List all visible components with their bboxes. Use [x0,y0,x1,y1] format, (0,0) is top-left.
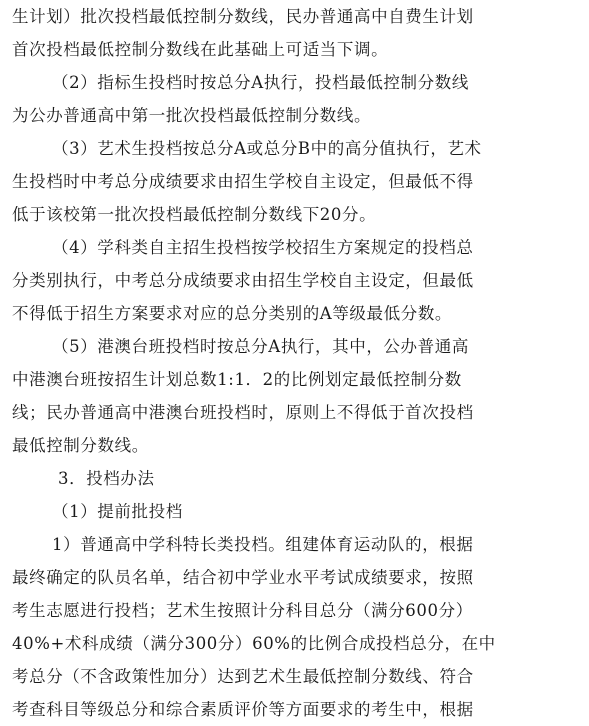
text-line-8: （4）学科类自主招生投档按学校招生方案规定的投档总 [52,238,474,257]
text-line-21: 考总分（不含政策性加分）达到艺术生最低控制分数线、符合 [12,667,474,686]
text-line-10: 不得低于招生方案要求对应的总分类别的A等级最低分数。 [12,304,453,323]
text-line-11: （5）港澳台班投档时按总分A执行，其中，公办普通高 [52,337,469,356]
text-line-6: 生投档时中考总分成绩要求由招生学校自主设定，但最低不得 [12,172,474,191]
text-line-7: 低于该校第一批次投档最低控制分数线下20分。 [12,205,377,224]
text-line-22: 考查科目等级总分和综合素质评价等方面要求的考生中，根据 [12,700,474,719]
subsection-heading: （1）提前批投档 [52,502,183,521]
text-line-3: （2）指标生投档时按总分A执行，投档最低控制分数线 [52,73,469,92]
text-line-12: 中港澳台班按招生计划总数1:1．2的比例划定最低控制分数 [12,370,462,389]
text-line-19: 考生志愿进行投档；艺术生按照计分科目总分（满分600分） [12,601,473,620]
text-line-4: 为公办普通高中第一批次投档最低控制分数线。 [12,106,372,125]
text-line-2: 首次投档最低控制分数线在此基础上可适当下调。 [12,40,389,59]
text-line-1: 生计划）批次投档最低控制分数线，民办普通高中自费生计划 [12,7,474,26]
text-line-9: 分类别执行，中考总分成绩要求由招生学校自主设定，但最低 [12,271,474,290]
text-line-18: 最终确定的队员名单，结合初中学业水平考试成绩要求，按照 [12,568,474,587]
section-heading: 3．投档办法 [58,469,155,488]
text-line-17: 1）普通高中学科特长类投档。组建体育运动队的，根据 [52,535,474,554]
text-line-13: 线；民办普通高中港澳台班投档时，原则上不得低于首次投档 [12,403,474,422]
text-line-5: （3）艺术生投档按总分A或总分B中的高分值执行，艺术 [52,139,482,158]
text-line-20: 40%+术科成绩（满分300分）60%的比例合成投档总分，在中 [12,634,496,653]
text-line-14: 最低控制分数线。 [12,436,149,455]
